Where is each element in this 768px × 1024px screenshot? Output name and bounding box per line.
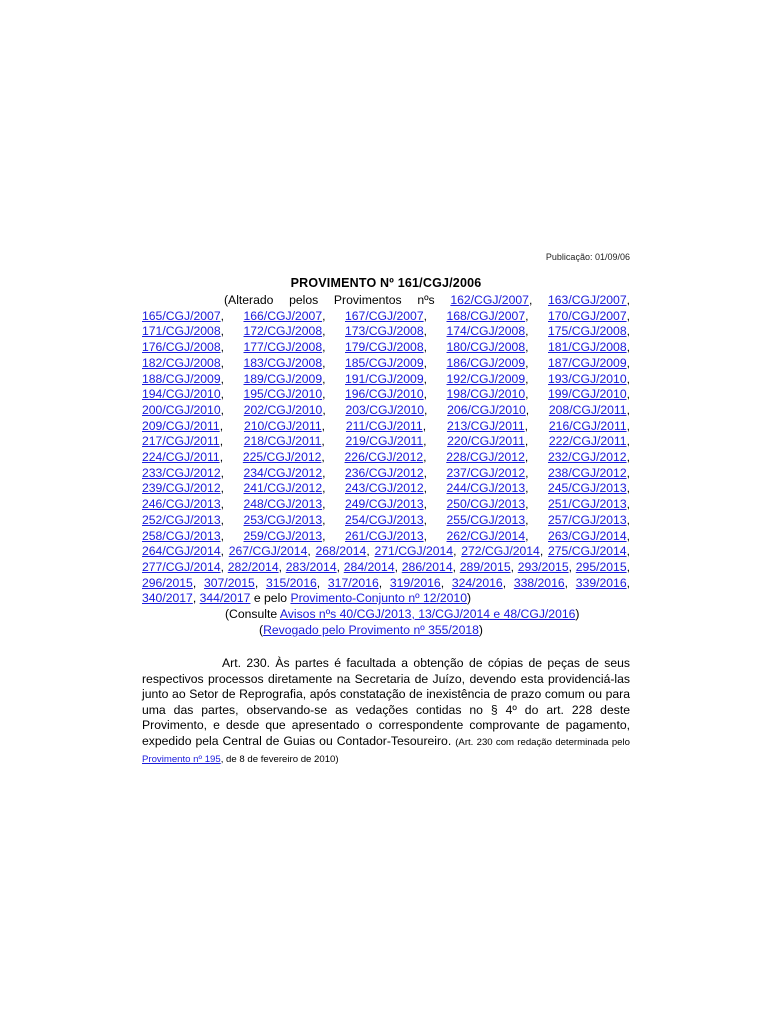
- consult-suffix: ): [575, 607, 580, 621]
- amendment-link[interactable]: 220/CGJ/2011: [447, 434, 525, 449]
- link-separator: ,: [626, 355, 630, 370]
- link-separator: ,: [424, 402, 448, 417]
- link-separator: ,: [322, 387, 345, 402]
- link-separator: ,: [626, 465, 630, 480]
- link-separator: ,: [220, 340, 244, 355]
- link-separator: ,: [220, 371, 244, 386]
- link-separator: ,: [626, 387, 630, 402]
- amendment-link[interactable]: 237/CGJ/2012: [446, 465, 526, 480]
- amendment-link[interactable]: 272/CGJ/2014: [461, 544, 540, 559]
- amendment-link[interactable]: 167/CGJ/2007: [345, 308, 424, 323]
- amendment-link[interactable]: 275/CGJ/2014: [547, 544, 627, 559]
- link-separator: ,: [626, 418, 630, 433]
- link-separator: ,: [440, 575, 452, 590]
- amendment-link[interactable]: 244/CGJ/2013: [446, 481, 526, 496]
- amendment-link[interactable]: 202/CGJ/2010: [243, 402, 323, 417]
- amendment-link[interactable]: 210/CGJ/2011: [243, 418, 322, 433]
- amendment-link[interactable]: 170/CGJ/2007: [548, 308, 627, 323]
- amendment-link[interactable]: 271/CGJ/2014: [374, 544, 454, 559]
- note-prefix: (Art. 230 com redação determinada pelo: [455, 736, 630, 748]
- amendment-link[interactable]: 283/2014: [285, 559, 337, 574]
- amendment-link[interactable]: 165/CGJ/2007: [142, 308, 221, 323]
- amendment-link[interactable]: 340/2017: [142, 591, 193, 606]
- amendment-link[interactable]: 209/CGJ/2011: [142, 418, 220, 433]
- link-separator: ,: [525, 465, 548, 480]
- link-separator: ,: [525, 340, 548, 355]
- link-separator: ,: [626, 559, 630, 574]
- notices-link[interactable]: Avisos nºs 40/CGJ/2013, 13/CGJ/2014 e 48/CGJ/2016: [279, 607, 576, 621]
- link-separator: ,: [422, 418, 447, 433]
- amendment-link[interactable]: 238/CGJ/2012: [548, 465, 627, 480]
- amendment-link[interactable]: 199/CGJ/2010: [548, 387, 627, 402]
- link-separator: ,: [525, 528, 548, 543]
- amendment-link[interactable]: 189/CGJ/2009: [243, 371, 323, 386]
- amendment-link[interactable]: 203/CGJ/2010: [345, 402, 425, 417]
- revoked-suffix: ): [478, 623, 483, 637]
- link-separator: ,: [322, 340, 345, 355]
- amendment-link[interactable]: 243/CGJ/2012: [345, 481, 424, 496]
- amendment-link[interactable]: 179/CGJ/2008: [345, 340, 424, 355]
- amendments-intro: (Alterado pelos Provimentos nºs: [224, 293, 451, 307]
- amendment-link[interactable]: 183/CGJ/2008: [243, 355, 323, 370]
- amendment-link[interactable]: 234/CGJ/2012: [243, 465, 323, 480]
- amendment-link[interactable]: 185/CGJ/2009: [345, 355, 424, 370]
- link-separator: ,: [525, 324, 548, 339]
- link-separator: ,: [254, 575, 266, 590]
- amendment-link[interactable]: 195/CGJ/2010: [243, 387, 323, 402]
- amendment-link[interactable]: 216/CGJ/2011: [548, 418, 627, 433]
- amendment-link[interactable]: 264/CGJ/2014: [142, 544, 221, 559]
- link-separator: ,: [568, 559, 576, 574]
- amendment-link[interactable]: 284/2014: [343, 559, 395, 574]
- amendment-link[interactable]: 253/CGJ/2013: [243, 512, 323, 527]
- amendment-link[interactable]: 251/CGJ/2013: [548, 497, 627, 512]
- link-separator: ,: [423, 528, 447, 543]
- link-separator: ,: [423, 450, 447, 465]
- amendment-link[interactable]: 239/CGJ/2012: [142, 481, 221, 496]
- amendment-link[interactable]: 255/CGJ/2013: [446, 512, 526, 527]
- amendment-link[interactable]: 166/CGJ/2007: [243, 308, 323, 323]
- amendment-link[interactable]: 174/CGJ/2008: [446, 324, 526, 339]
- link-separator: ,: [626, 402, 630, 417]
- amendment-link[interactable]: 182/CGJ/2008: [142, 355, 221, 370]
- link-separator: ,: [220, 512, 244, 527]
- amendment-link[interactable]: 289/2015: [459, 559, 511, 574]
- amendment-link[interactable]: 263/CGJ/2014: [548, 528, 627, 543]
- amendment-link[interactable]: 222/CGJ/2011: [548, 434, 627, 449]
- amendment-link[interactable]: 319/2016: [389, 575, 441, 590]
- note-suffix: , de 8 de fevereiro de 2010): [220, 753, 339, 765]
- link-separator: ,: [423, 324, 447, 339]
- amendment-link[interactable]: 293/2015: [517, 559, 569, 574]
- amendment-link[interactable]: 186/CGJ/2009: [446, 355, 526, 370]
- link-separator: ,: [453, 544, 462, 559]
- amendment-link[interactable]: 277/CGJ/2014: [142, 559, 221, 574]
- link-separator: ,: [366, 544, 375, 559]
- amendment-link[interactable]: 339/2016: [575, 575, 627, 590]
- amendment-link[interactable]: 224/CGJ/2011: [142, 450, 220, 465]
- amendment-link[interactable]: 245/CGJ/2013: [548, 481, 627, 496]
- amendment-link[interactable]: 177/CGJ/2008: [243, 340, 323, 355]
- amendment-link[interactable]: 187/CGJ/2009: [548, 355, 627, 370]
- link-separator: ,: [564, 575, 576, 590]
- amendment-link[interactable]: 252/CGJ/2013: [142, 512, 221, 527]
- publication-date: Publicação: 01/09/06: [545, 252, 630, 262]
- amendment-link[interactable]: 181/CGJ/2008: [548, 340, 627, 355]
- link-separator: ,: [322, 355, 345, 370]
- link-separator: ,: [525, 512, 548, 527]
- joint-provision-link[interactable]: Provimento-Conjunto nº 12/2010: [290, 591, 467, 606]
- amendment-link[interactable]: 163/CGJ/2007: [548, 293, 627, 307]
- amendment-link[interactable]: 172/CGJ/2008: [243, 324, 323, 339]
- amendment-link[interactable]: 206/CGJ/2010: [447, 402, 526, 417]
- link-separator: ,: [525, 308, 548, 323]
- amendment-link[interactable]: 175/CGJ/2008: [548, 324, 627, 339]
- link-separator: ,: [510, 559, 518, 574]
- link-separator: ,: [322, 465, 345, 480]
- amendment-link[interactable]: 262/CGJ/2014: [446, 528, 526, 543]
- amendment-link[interactable]: 198/CGJ/2010: [446, 387, 526, 402]
- amendment-link[interactable]: 282/2014: [227, 559, 279, 574]
- amendment-link[interactable]: 259/CGJ/2013: [243, 528, 323, 543]
- link-separator: ,: [423, 355, 447, 370]
- amendment-link[interactable]: 228/CGJ/2012: [446, 450, 525, 465]
- link-separator: ,: [626, 324, 630, 339]
- link-separator: ,: [321, 418, 346, 433]
- link-separator: ,: [525, 481, 548, 496]
- link-separator: ,: [220, 544, 229, 559]
- link-separator: ,: [423, 387, 447, 402]
- amendment-link[interactable]: 249/CGJ/2013: [345, 497, 424, 512]
- link-separator: ,: [394, 559, 402, 574]
- amendment-link[interactable]: 248/CGJ/2013: [243, 497, 323, 512]
- link-separator: ,: [423, 340, 447, 355]
- amendment-link[interactable]: 257/CGJ/2013: [548, 512, 627, 527]
- link-separator: ,: [321, 434, 346, 449]
- amendment-link[interactable]: 162/CGJ/2007: [450, 293, 529, 307]
- link-separator: ,: [322, 402, 346, 417]
- amendment-link[interactable]: 193/CGJ/2010: [548, 371, 627, 386]
- link-separator: ,: [322, 481, 345, 496]
- link-separator: ,: [220, 528, 244, 543]
- link-separator: ,: [307, 544, 316, 559]
- link-separator: ,: [626, 308, 630, 323]
- amendment-link[interactable]: 268/2014: [315, 544, 367, 559]
- amendment-link[interactable]: 200/CGJ/2010: [142, 402, 221, 417]
- link-separator: ,: [192, 591, 200, 606]
- link-separator: ,: [626, 293, 630, 307]
- link-separator: ,: [626, 528, 630, 543]
- article-indent: [142, 656, 222, 670]
- amendment-link[interactable]: 225/CGJ/2012: [242, 450, 322, 465]
- amendment-link[interactable]: 338/2016: [513, 575, 565, 590]
- amendment-link[interactable]: 192/CGJ/2009: [446, 371, 526, 386]
- link-separator: ,: [626, 575, 631, 590]
- link-separator: ,: [322, 512, 345, 527]
- amendment-links-list: [142, 293, 630, 605]
- amendment-link[interactable]: 188/CGJ/2009: [142, 371, 221, 386]
- amendments-paragraph: [142, 293, 630, 607]
- amendment-link[interactable]: 241/CGJ/2012: [243, 481, 323, 496]
- link-separator: ,: [423, 512, 447, 527]
- amendment-link[interactable]: 254/CGJ/2013: [345, 512, 424, 527]
- amendments-close: ): [467, 591, 472, 606]
- link-separator: ,: [220, 465, 244, 480]
- link-separator: ,: [626, 481, 630, 496]
- revoking-provision-link[interactable]: Revogado pelo Provimento nº 355/2018: [263, 623, 479, 637]
- link-separator: ,: [322, 497, 345, 512]
- link-separator: ,: [452, 559, 460, 574]
- link-separator: ,: [626, 434, 630, 449]
- amendment-link[interactable]: 286/2014: [401, 559, 453, 574]
- link-separator: ,: [524, 418, 549, 433]
- amendment-link[interactable]: 324/2016: [451, 575, 503, 590]
- link-separator: ,: [336, 559, 344, 574]
- link-separator: ,: [525, 371, 548, 386]
- link-separator: ,: [626, 497, 630, 512]
- link-separator: ,: [220, 402, 244, 417]
- amendment-link[interactable]: 250/CGJ/2013: [446, 497, 526, 512]
- link-separator: ,: [322, 324, 345, 339]
- amendment-link[interactable]: 317/2016: [327, 575, 379, 590]
- link-separator: ,: [378, 575, 390, 590]
- consult-notice: [225, 607, 579, 621]
- link-separator: ,: [539, 544, 548, 559]
- link-separator: ,: [525, 402, 549, 417]
- link-separator: ,: [322, 308, 345, 323]
- revoked-prefix: (: [259, 623, 264, 637]
- link-separator: ,: [192, 575, 204, 590]
- amendment-link[interactable]: 236/CGJ/2012: [345, 465, 424, 480]
- link-separator: ,: [322, 371, 345, 386]
- amendment-link[interactable]: 296/2015: [142, 575, 193, 590]
- link-separator: ,: [423, 371, 447, 386]
- link-separator: ,: [423, 434, 448, 449]
- amendment-link[interactable]: 261/CGJ/2013: [345, 528, 424, 543]
- page-title: PROVIMENTO Nº 161/CGJ/2006: [290, 276, 482, 290]
- amendment-link[interactable]: 191/CGJ/2009: [345, 371, 424, 386]
- amendment-link[interactable]: 171/CGJ/2008: [142, 324, 221, 339]
- amendment-link[interactable]: 211/CGJ/2011: [345, 418, 423, 433]
- amendment-link[interactable]: 246/CGJ/2013: [142, 497, 221, 512]
- link-separator: ,: [524, 434, 549, 449]
- link-separator: ,: [220, 559, 228, 574]
- revoked-notice: [259, 623, 483, 637]
- link-separator: ,: [322, 528, 345, 543]
- amendment-link[interactable]: 344/2017: [199, 591, 251, 606]
- link-separator: ,: [219, 434, 244, 449]
- link-separator: ,: [524, 450, 548, 465]
- link-separator: ,: [525, 497, 548, 512]
- link-separator: ,: [423, 497, 447, 512]
- link-separator: ,: [525, 355, 548, 370]
- link-separator: ,: [220, 355, 244, 370]
- link-separator: ,: [528, 293, 548, 307]
- article-body: Art. 230. Às partes é facultada a obtenção de cópias de peças de seus respectivos processos diretamente na Secretaria de Juízo, devendo esta providenciá-las junto ao Setor de Reprografia, após constatação de inexistência de prazo comum ou para uma das partes, observando-se as vedações contidas no § 4º do art. 228 deste Provimento, e desde que apresentado o correspondente comprovante de pagamento, expedido pela Central de Guias ou Contador-Tesoureiro.: [142, 656, 630, 748]
- link-separator: ,: [626, 512, 630, 527]
- link-separator: ,: [219, 450, 243, 465]
- amendment-link[interactable]: 208/CGJ/2011: [548, 402, 627, 417]
- amendment-link[interactable]: 217/CGJ/2011: [142, 434, 220, 449]
- amendment-link[interactable]: 219/CGJ/2011: [345, 434, 424, 449]
- link-separator: ,: [423, 308, 447, 323]
- amendment-link[interactable]: 232/CGJ/2012: [547, 450, 627, 465]
- link-separator: ,: [626, 371, 630, 386]
- amendment-link[interactable]: 295/2015: [575, 559, 627, 574]
- amendment-link[interactable]: 315/2016: [265, 575, 317, 590]
- link-separator: ,: [423, 481, 447, 496]
- link-separator: ,: [626, 450, 630, 465]
- provision-195-link[interactable]: Provimento nº 195: [142, 753, 221, 765]
- amendment-link[interactable]: 213/CGJ/2011: [446, 418, 525, 433]
- link-separator: ,: [626, 340, 630, 355]
- amendment-link[interactable]: 194/CGJ/2010: [142, 387, 221, 402]
- amendment-link[interactable]: 218/CGJ/2011: [243, 434, 322, 449]
- link-separator: ,: [220, 308, 244, 323]
- link-separator: ,: [316, 575, 328, 590]
- link-separator: ,: [525, 387, 548, 402]
- amendment-link[interactable]: 233/CGJ/2012: [142, 465, 221, 480]
- consult-prefix: (Consulte: [225, 607, 280, 621]
- link-separator: ,: [220, 387, 244, 402]
- link-separator: ,: [423, 465, 447, 480]
- amendment-link[interactable]: 173/CGJ/2008: [345, 324, 424, 339]
- amendment-link[interactable]: 180/CGJ/2008: [446, 340, 526, 355]
- link-separator: ,: [502, 575, 514, 590]
- amendment-link[interactable]: 267/CGJ/2014: [228, 544, 308, 559]
- link-separator: ,: [220, 324, 244, 339]
- amendment-link[interactable]: 176/CGJ/2008: [142, 340, 221, 355]
- amendment-link[interactable]: 226/CGJ/2012: [344, 450, 424, 465]
- amendment-link[interactable]: 307/2015: [203, 575, 255, 590]
- link-separator: ,: [626, 544, 630, 559]
- link-separator: ,: [220, 497, 244, 512]
- link-separator: ,: [278, 559, 286, 574]
- amendment-link[interactable]: 196/CGJ/2010: [345, 387, 424, 402]
- amendment-link[interactable]: 168/CGJ/2007: [446, 308, 526, 323]
- amendments-connector: e pelo: [250, 591, 291, 606]
- link-separator: ,: [220, 481, 244, 496]
- amendment-link[interactable]: 258/CGJ/2013: [142, 528, 221, 543]
- article-230: [142, 656, 630, 767]
- link-separator: ,: [219, 418, 244, 433]
- link-separator: ,: [321, 450, 345, 465]
